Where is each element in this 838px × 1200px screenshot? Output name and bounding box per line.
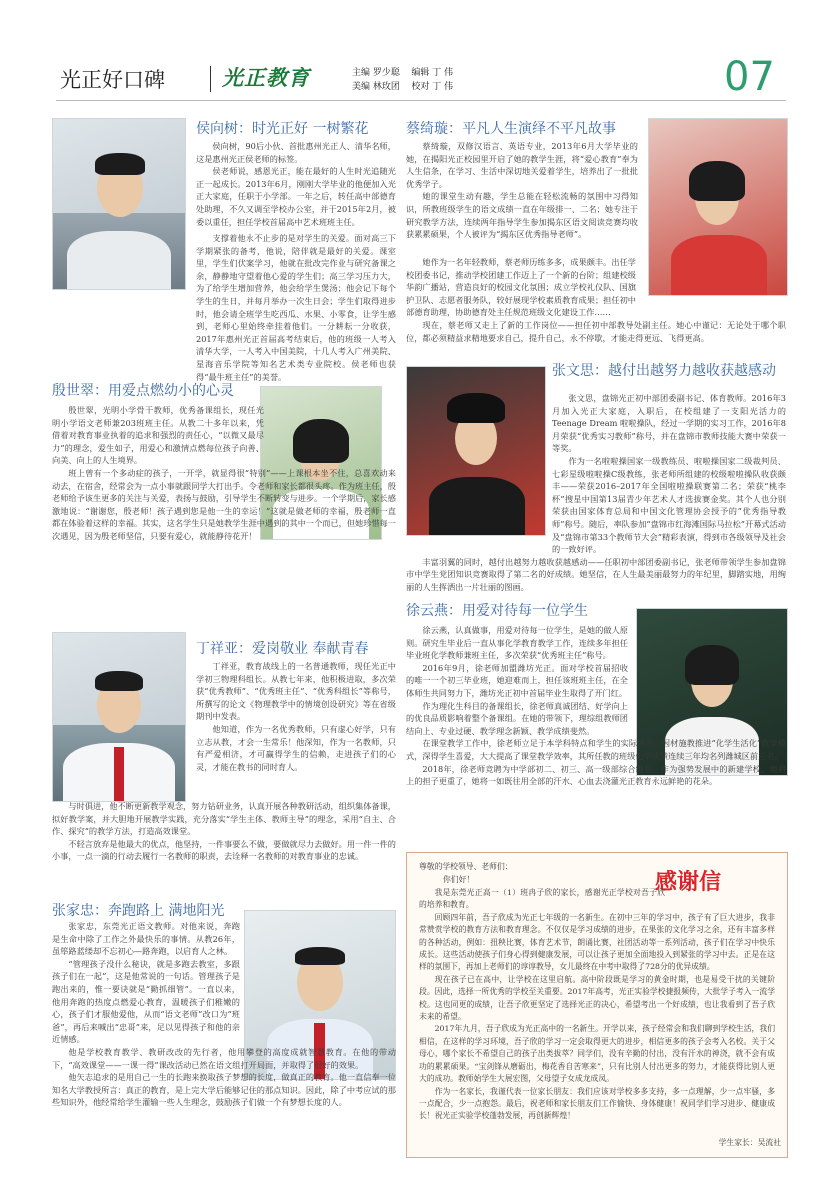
header-rule <box>56 100 786 101</box>
paragraph: 殷世翠，光明小学骨干教师，优秀备课组长，现任光明小学语文老师兼203班班主任。从教二十多年以来，凭借着对教育事业执着的追求和强烈的责任心，“以微又最尽力”的理念，爱生如子，用爱心和激情点燃每位孩子向善、向美、向上的人生境界。 <box>52 405 264 466</box>
article-body-zhang-wensi <box>406 392 786 594</box>
article-body-cai <box>406 140 638 241</box>
page-header-title: 光正好口碑 <box>60 68 165 92</box>
letter-paragraph: 现在孩子已在高中，让学校在这里启航。高中阶段既是学习的黄金时期，也是易受干扰的关键阶段。因此，选择一所优秀的学校至关重要。2017年高考，光正实验学校捷报频传，大批学子考入一流学校。这也同更的成绩，让吾子欣更坚定了选择光正的决心，希望考出一个好成绩，也让我看到了吾子欣未来的希望。 <box>419 974 775 1022</box>
photo-ding-xiangya <box>52 632 186 802</box>
editor: 编辑 丁 伟 <box>411 68 454 78</box>
paragraph: 作为理化生科目的备课组长，徐老师真诚团结、好学向上的优良品质影响着整个备课组。在她的带领下，理综组教师团结向上、专业过硬、教学理念新颖、教学成绩斐然。 <box>406 700 628 736</box>
paragraph: 他知道，作为一名优秀教师，只有虚心好学，只有立志从教，才会一生常乐！他深知，作为一名教师，只有严爱相济，才可赢得学生的信赖，走进孩子们的心灵，才能在教书的同时育人。 <box>196 723 396 772</box>
letter-paragraph: 2017年九月，吾子欣成为光正高中的一名新生。开学以来，孩子经常会和我们聊到学校生活，我们相信，在这样的学习环境，吾子欣的学习一定会取得更大的进步，相信更多的孩子会考入名校。关于父母心，哪个家长不希望自己的孩子出类拔萃？同学们，没有辛勤的付出，没有汗水的神浇，就不会有成功的累累硕果。“宝剑锋从磨砺出，梅花香自苦寒来”，只有比别人付出更多的努力，才能获得比别人更大的成功。教师始学生大展宏图，父母望子女成龙成凤。 <box>419 1024 775 1084</box>
paragraph: 在课堂教学工作中，徐老师立足于本学科特点和学生的实际情况，因材施教推进“化学生活化”教学模式，深得学生喜爱，大大提高了课堂教学效率，其所任教的班级化学成绩连续三年均名列潍城区前三名。 <box>406 738 786 761</box>
paragraph: 2016年9月，徐老师加盟潍坊光正。面对学校首届招收的唯一一个初三毕业班，她迎难而上，担任该班班主任，在全体师生共同努力下，潍坊光正初中首届毕业生取得了开门红。 <box>406 662 628 698</box>
paragraph: 她作为一名年轻教师，蔡老师历练多多，成果颇丰。出任学校团委书记，推动学校团建工作迈上了一个新的台阶；组建校级华韵广播站，营造良好的校园文化氛围；成立学校礼仪队、国旗护卫队、志愿者服务队，较好展现学校素质教育成果；担任初中部德育助理，协助德育处主任规范班级文化建设工作…… <box>406 257 636 318</box>
article-title-hou: 侯向树：时光正好 一树繁花 <box>196 121 369 137</box>
paragraph: “管理孩子没什么秘诀，就是多跑去教室，多跟孩子们在一起”，这是他常说的一句话。管理孩子是跑出来的，惟一要诀就是“勤抓细管”。一直以来，他用奔跑的热度点燃爱心教育，温暖孩子们稚嫩的心，孩子们才服他爱他，从而“语文老师”改口为“班爸”，再后来喊出“忠哥”来，足以见得孩子和他的亲近情感。 <box>52 958 240 1045</box>
letter-body <box>419 887 775 1123</box>
paragraph: 侯向树，90后小伙、首批惠州光正人、清华名师，这是惠州光正侯老师的标签。 <box>196 141 396 164</box>
art-editor: 美编 林玫团 <box>352 82 400 92</box>
article-body-cai-cont <box>406 256 786 344</box>
paragraph: 她的课堂生动有趣，学生总能在轻松流畅的氛围中习得知识，所教班级学生的语文成绩一直在年级排一、二名；她专注于研究教学方法，连续两年指导学生参加揭东区语文阅读竞赛均收获累累硕果，个人被评为“揭东区优秀指导老师”。 <box>406 191 638 240</box>
paragraph: 张家忠，东莞光正语文教师。对他来说，奔跑是生命中除了工作之外最快乐的事情。从教26年，虽筚路蓝缕却不忘初心—路奔跑，以启育人之林。 <box>52 921 240 957</box>
letter-paragraph: 作为一名家长，我谨代表一位家长朋友：我们应该对学校多多支持，多一点理解，少一点牢骚，多一点配合，少一点抱怨。最后，祝老师和家长朋友们工作愉快、身体健康！祝同学们学习进步、健康成长！祝光正实验学校蓬勃发展，再创新辉煌！ <box>419 1086 775 1121</box>
paragraph: 不轻言放弃是他最大的优点，他坚持，一件事要么不做，要做就尽力去做好。用一件一件的小事，一点一滴的行动去履行一名教师的职责，去诠释一名教师的对教育事业的忠诚。 <box>52 838 396 862</box>
article-title-xu: 徐云燕：用爱对待每一位学生 <box>406 603 588 619</box>
paragraph: 他是学校教育教学、教研改改的先行者，他用攀登的高度成就智慧教育。在他的带动下，“高效课堂——一课一得”课改活动已然在语文组打开局面，并取得了很好的效果。 <box>52 1046 396 1070</box>
letter-paragraph: 我是东莞光正高一（1）班冉子欣的家长，感谢光正学校对吾子欣的培养和教育。 <box>419 888 665 910</box>
letter-paragraph: 回顾四年前，吾子欣成为光正七年级的一名新生。在初中三年的学习中，孩子有了巨大进步，我非常赞赏学校的教育方法和教育理念。不仅仅是学习成绩的进步，在果张的文化学习之余，还有丰富多样的各种活动，例如：扭秧比赛，体育艺术节，朗诵比赛，社团活动等一系列活动，孩子们在学习中快乐成长。这些活动使孩子们身心得到健康发展，可以让孩子更加全面地投入到紧张的学习中去。正是在这样的氛围下，再加上老师们的谆谆教导，女儿最终在中考中取得了728分的优异成绩。 <box>419 912 775 972</box>
letter-signature: 学生家长：吴流社 <box>718 1138 781 1147</box>
paragraph: 丁祥亚，教育战线上的一名普通教师，现任光正中学初三物理科组长。从教七年来，他积极进取，多次荣获“优秀教师”、“优秀班主任”、“优秀科组长”等称号，所撰写的论文《物理教学中的情境创设研究》等在省级期刊中发表。 <box>196 661 396 722</box>
school-logo <box>222 62 334 94</box>
page-number: 07 <box>724 54 775 100</box>
header-divider <box>210 66 211 92</box>
article-body-ding <box>196 660 396 773</box>
chief-editor: 主编 罗少聪 <box>352 68 400 78</box>
paragraph: 他矢志追求的是用自己一生的长跑来换取孩子梦想的长度，做真正的教育。他一直信奉一位知名大学教授所言：真正的教育，是上完大学后能够记住的那点知识。因此，除了中考应试的那些知识外，他经常给学生灌输一些人生理念，鼓励孩子们做一个有梦想长度的人。 <box>52 1072 396 1108</box>
paragraph: 与时俱进，他不断更新教学观念，努力钻研业务，认真开展各种教研活动，组织集体备课，拟好教学案，并大胆地开展教学实践，充分落实“学生主体、教师主导”的理念，采用“自主、合作、探究”的教学方法，打造高效课堂。 <box>52 801 396 837</box>
editor-info <box>352 66 453 94</box>
paragraph: 丰富羽翼的同时，越付出越努力越收获越感动——任职初中部团委副书记，张老师带领学生参加盘锦市中学生党团知识竞赛取得了第二名的好成绩。她坚信，在人生最美丽最努力的年纪里，脚踏实地，用绚丽的人生挥洒出一片壮丽的图画。 <box>406 556 786 592</box>
paragraph: 班上曾有一个多动症的孩子，一开学，就显得很“特别”——上课根本坐不住，总喜欢动来动去，在宿舍，经常会为一点小事就跟同学大打出手。令老师和家长都很头疼。作为班主任，殷老师给予该生更多的关注与关爱，表扬与鼓励，引导学生不断转变与进步。一个学期后，家长感激地说：“谢谢您，殷老师！孩子遇到您是他一生的幸运！”这就是做老师的幸福，殷老师一直都在体验着这样的幸福。其实，这名学生只是她教学生涯中遇到的其中一个而已，但她珍惜每一次遇见，因为殷老师坚信，只要有爱心，就能静待花开！ <box>52 467 396 541</box>
article-title-ding: 丁祥亚：爱岗敬业 奉献青春 <box>196 641 369 657</box>
thank-you-letter <box>406 852 788 1158</box>
article-body-hou-cont <box>52 232 396 383</box>
proofreader: 校对 丁 伟 <box>411 82 454 92</box>
paragraph: 现在，蔡老师又走上了新的工作岗位——担任初中部教导处副主任。她心中谨记：无论处于哪个职位，都必须精益求精地要求自己，提升自己，永不停歇，才能走得更远、飞得更高。 <box>406 319 786 343</box>
article-body-yin <box>52 404 396 543</box>
paragraph: 徐云燕，认真做事，用爱对待每一位学生，是她的做人原则。研究生毕业后一直从事化学教育教学工作，连续多年担任毕业班化学教师兼班主任，多次荣获“优秀班主任”称号。 <box>406 625 628 661</box>
article-body-ding-cont <box>52 800 396 863</box>
article-title-cai: 蔡绮璇：平凡人生演绎不平凡故事 <box>406 121 616 137</box>
article-body-hou <box>196 140 396 228</box>
logo-text: 光正教育 <box>222 65 310 90</box>
paragraph: 支撑着他永不止步的是对学生的关爱。面对高三下学期紧张的备考，他说，陪伴就是最好的关爱。课室里，学生们伏案学习，他就在批改完作业与研究备课之余，静静地守望着他心爱的学生们；高三学习压力大，为了给学生增加营养，他会给学生煲汤；他会记下每个学生的生日，并每月举办一次生日会；学生们取得进步时，他会请全班学生吃西瓜、水果、小零食，让学生感到，老师心里始终牵挂着他们。一分耕耘一分收获，2017年惠州光正首届高考结束后，他的班级一人考入清华大学，一人考入中国美院，十几人考入广州美院、星海音乐学院等知名艺术类专业院校。侯老师也获得“最牛班主任”的美誉。 <box>196 233 396 382</box>
letter-greeting: 尊敬的学校领导、老师们： <box>419 862 513 871</box>
article-body-xu <box>406 624 786 788</box>
paragraph: 侯老师说，感恩光正，能在最好的人生时光追随光正一起成长。2013年6月，刚刚大学毕业的他便加入光正大家庭，任职于小学部。一年之后，转任高中部德育处助理，不久又调至学校办公室，并于2015年2月，被委以重任，担任学校首届高中艺术班班主任。 <box>196 166 396 227</box>
paragraph: 2018年，徐老师竞聘为中学部初二、初三、高一级部综合级长。作为强势发展中的新建学校，她肩上的担子更重了，她将一如既往用全部的汗水、心血去浇灌光正教育永远鲜艳的花朵。 <box>406 763 786 787</box>
thank-you-banner: 感谢信 <box>655 870 722 895</box>
paragraph: 张文思，盘锦光正初中部团委副书记、体育教师。2016年3月加入光正大家庭，入职后，在校组建了一支阳光活力的Teenage Dream 啦啦操队，经过一学期的实习工作，2016年8月荣获“优秀实习教师”称号，并在盘锦市教师技能大赛中荣获一等奖。 <box>552 393 786 454</box>
article-title-zhang-wensi: 张文思：越付出越努力越收获越感动 <box>552 363 776 379</box>
letter-hello: 你们好！ <box>443 875 475 884</box>
article-title-zhang-jiazhong: 张家忠：奔跑路上 满地阳光 <box>52 903 225 919</box>
article-title-yin: 殷世翠：用爱点燃幼小的心灵 <box>52 383 234 399</box>
paragraph: 蔡绮璇，双修汉语言、英语专业，2013年6月大学毕业的她，在揭阳光正校园里开启了她的教学生涯，将“爱心教育”奉为人生信条，在学习、生活中深切地关爱着学生，培养出了一批批优秀学子。 <box>406 141 638 189</box>
article-body-zhang-jiazhong <box>52 920 396 1109</box>
paragraph: 作为一名啦啦操国家一级教练员、啦啦操国家二级裁判员、七彩星级啦啦操C级教练，张老师所组建的校级啦啦操队收获颇丰——荣获2016–2017年全国啦啦操联赛第二名；荣获“桃李杯”搜星中国第13届青少年艺术人才选拔赛金奖。其个人也分别荣获由国家体育总局和中国文化管理协会授予的“优秀指导教师”称号。随后，率队参加“盘锦市红海滩国际马拉松”开幕式活动及“盘锦市第33个教师节大会”精彩表演，得到市各级领导及社会的一致好评。 <box>552 455 786 555</box>
